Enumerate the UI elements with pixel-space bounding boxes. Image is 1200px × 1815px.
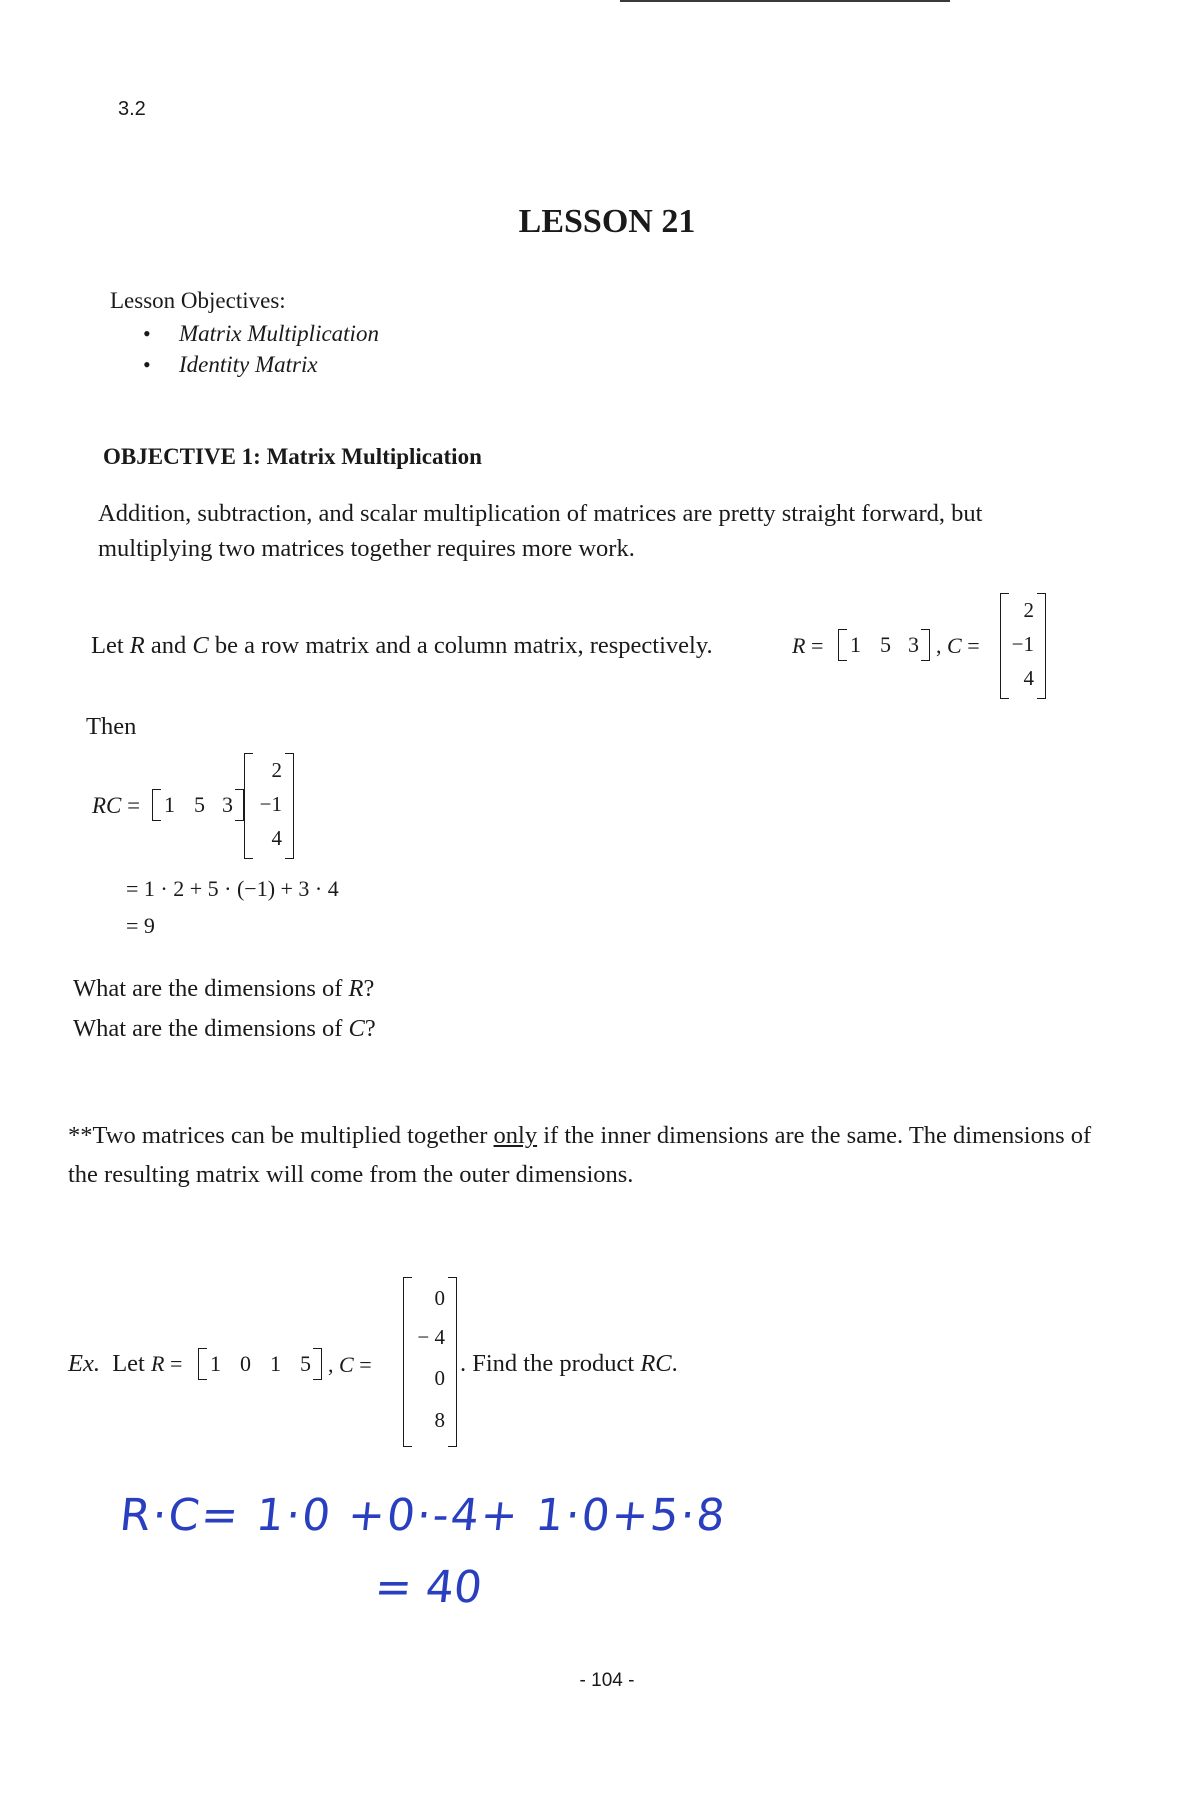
example-c-column-matrix	[403, 1278, 457, 1446]
c-name: C	[339, 1352, 354, 1377]
matrix-cell: 1	[164, 792, 175, 817]
page-number	[0, 1670, 1200, 1692]
objectives-label: Lesson Objectives:	[110, 288, 286, 313]
question-var: C	[348, 1015, 365, 1042]
matrix-cell: 2	[271, 758, 282, 782]
matrix-cell: 5	[194, 792, 205, 817]
computation-result: = 9	[126, 913, 155, 938]
c-column-matrix	[1000, 594, 1046, 698]
right-bracket	[235, 789, 244, 821]
example-let: Let	[112, 1350, 145, 1377]
lesson-title	[0, 203, 1200, 241]
matrix-cell: −1	[259, 792, 282, 816]
example-task	[460, 1350, 678, 1378]
matrix-cell: 5	[880, 632, 891, 657]
right-bracket	[285, 753, 294, 859]
matrix-cell: 1	[210, 1351, 221, 1376]
task-text: . Find the product	[460, 1350, 641, 1377]
question-mark: ?	[364, 1015, 376, 1042]
left-bracket	[244, 753, 253, 859]
page-number-text: - 104 -	[579, 1670, 635, 1691]
let-prefix: Let	[91, 632, 130, 659]
matrix-cell: 3	[222, 792, 233, 817]
matrix-cell: 2	[1023, 598, 1034, 622]
matrix-cell: 1	[850, 632, 861, 657]
objectives-list	[143, 318, 379, 380]
handwritten-work: R·C= 1·0 +0·-4+ 1·0+5·8	[117, 1490, 730, 1541]
right-bracket	[1037, 593, 1046, 699]
objective1-heading: OBJECTIVE 1: Matrix Multiplication	[103, 444, 482, 469]
matrix-cell: 4	[271, 826, 282, 850]
example-c-definition: , C =	[328, 1352, 372, 1377]
example-label: Ex.	[68, 1350, 100, 1377]
rule-emphasis: only	[493, 1122, 538, 1149]
right-bracket	[921, 629, 930, 661]
rc-equation-label: RC =	[92, 793, 141, 818]
r-name: R	[151, 1351, 165, 1376]
matrix-cell: 8	[434, 1408, 445, 1432]
var-r: R	[129, 632, 145, 659]
c-definition: , C =	[936, 633, 980, 658]
section-number: 3.2	[118, 98, 146, 120]
question-text: What are the dimensions of	[73, 1015, 349, 1042]
computation-step: = 1 · 2 + 5 · (−1) + 3 · 4	[126, 876, 339, 901]
let-and: and	[144, 632, 193, 659]
right-bracket	[313, 1348, 322, 1380]
question-mark: ?	[363, 975, 375, 1002]
matrix-cell: 0	[434, 1286, 445, 1310]
right-bracket	[448, 1277, 457, 1447]
var-c: C	[192, 632, 209, 659]
matrix-cell: 5	[300, 1351, 311, 1376]
left-bracket	[152, 789, 161, 821]
question-var: R	[348, 975, 364, 1002]
definition-line	[91, 632, 713, 660]
question-dimensions-c	[73, 1015, 376, 1043]
rc-row-matrix	[152, 790, 244, 820]
matrix-cell: 4	[1023, 666, 1034, 690]
r-name: R	[792, 633, 806, 658]
objective-item: • Matrix Multiplication	[143, 318, 379, 349]
question-text: What are the dimensions of	[73, 975, 349, 1002]
r-definition: R =	[792, 633, 824, 658]
left-bracket	[403, 1277, 412, 1447]
matrix-cell: 3	[908, 632, 919, 657]
left-bracket	[198, 1348, 207, 1380]
let-suffix: be a row matrix and a column matrix, respectively.	[208, 632, 713, 659]
rule-text: if the inner dimensions are the same. The dimensions of the resulting matrix will come from the outer dimensions.	[68, 1122, 1092, 1188]
rule-text: **Two matrices can be multiplied together	[68, 1122, 494, 1149]
rc-column-matrix	[244, 754, 294, 858]
objective-item: • Identity Matrix	[143, 349, 379, 380]
task-var: RC	[640, 1350, 672, 1377]
left-bracket	[838, 629, 847, 661]
left-bracket	[1000, 593, 1009, 699]
matrix-cell: − 4	[417, 1325, 445, 1349]
handwritten-answer: = 40	[372, 1562, 485, 1613]
matrix-cell: 0	[434, 1366, 445, 1390]
lesson-title-text: LESSON 21	[518, 203, 696, 240]
question-dimensions-r	[73, 975, 374, 1003]
matrix-cell: 1	[270, 1351, 281, 1376]
task-period: .	[671, 1350, 678, 1377]
example-r-row-matrix	[198, 1349, 322, 1379]
matrix-cell: 0	[240, 1351, 251, 1376]
then-label: Then	[86, 713, 137, 740]
intro-paragraph: Addition, subtraction, and scalar multiplication of matrices are pretty straight forward, but multiplying two matrices together requires more work.	[98, 500, 983, 562]
multiplication-rule	[68, 1116, 1098, 1194]
r-row-matrix	[838, 630, 930, 660]
rc-name: RC	[92, 793, 122, 818]
top-edge-line	[620, 0, 950, 2]
matrix-cell: −1	[1011, 632, 1034, 656]
c-name: C	[947, 633, 962, 658]
example-line: Ex. Let R =	[68, 1350, 183, 1377]
